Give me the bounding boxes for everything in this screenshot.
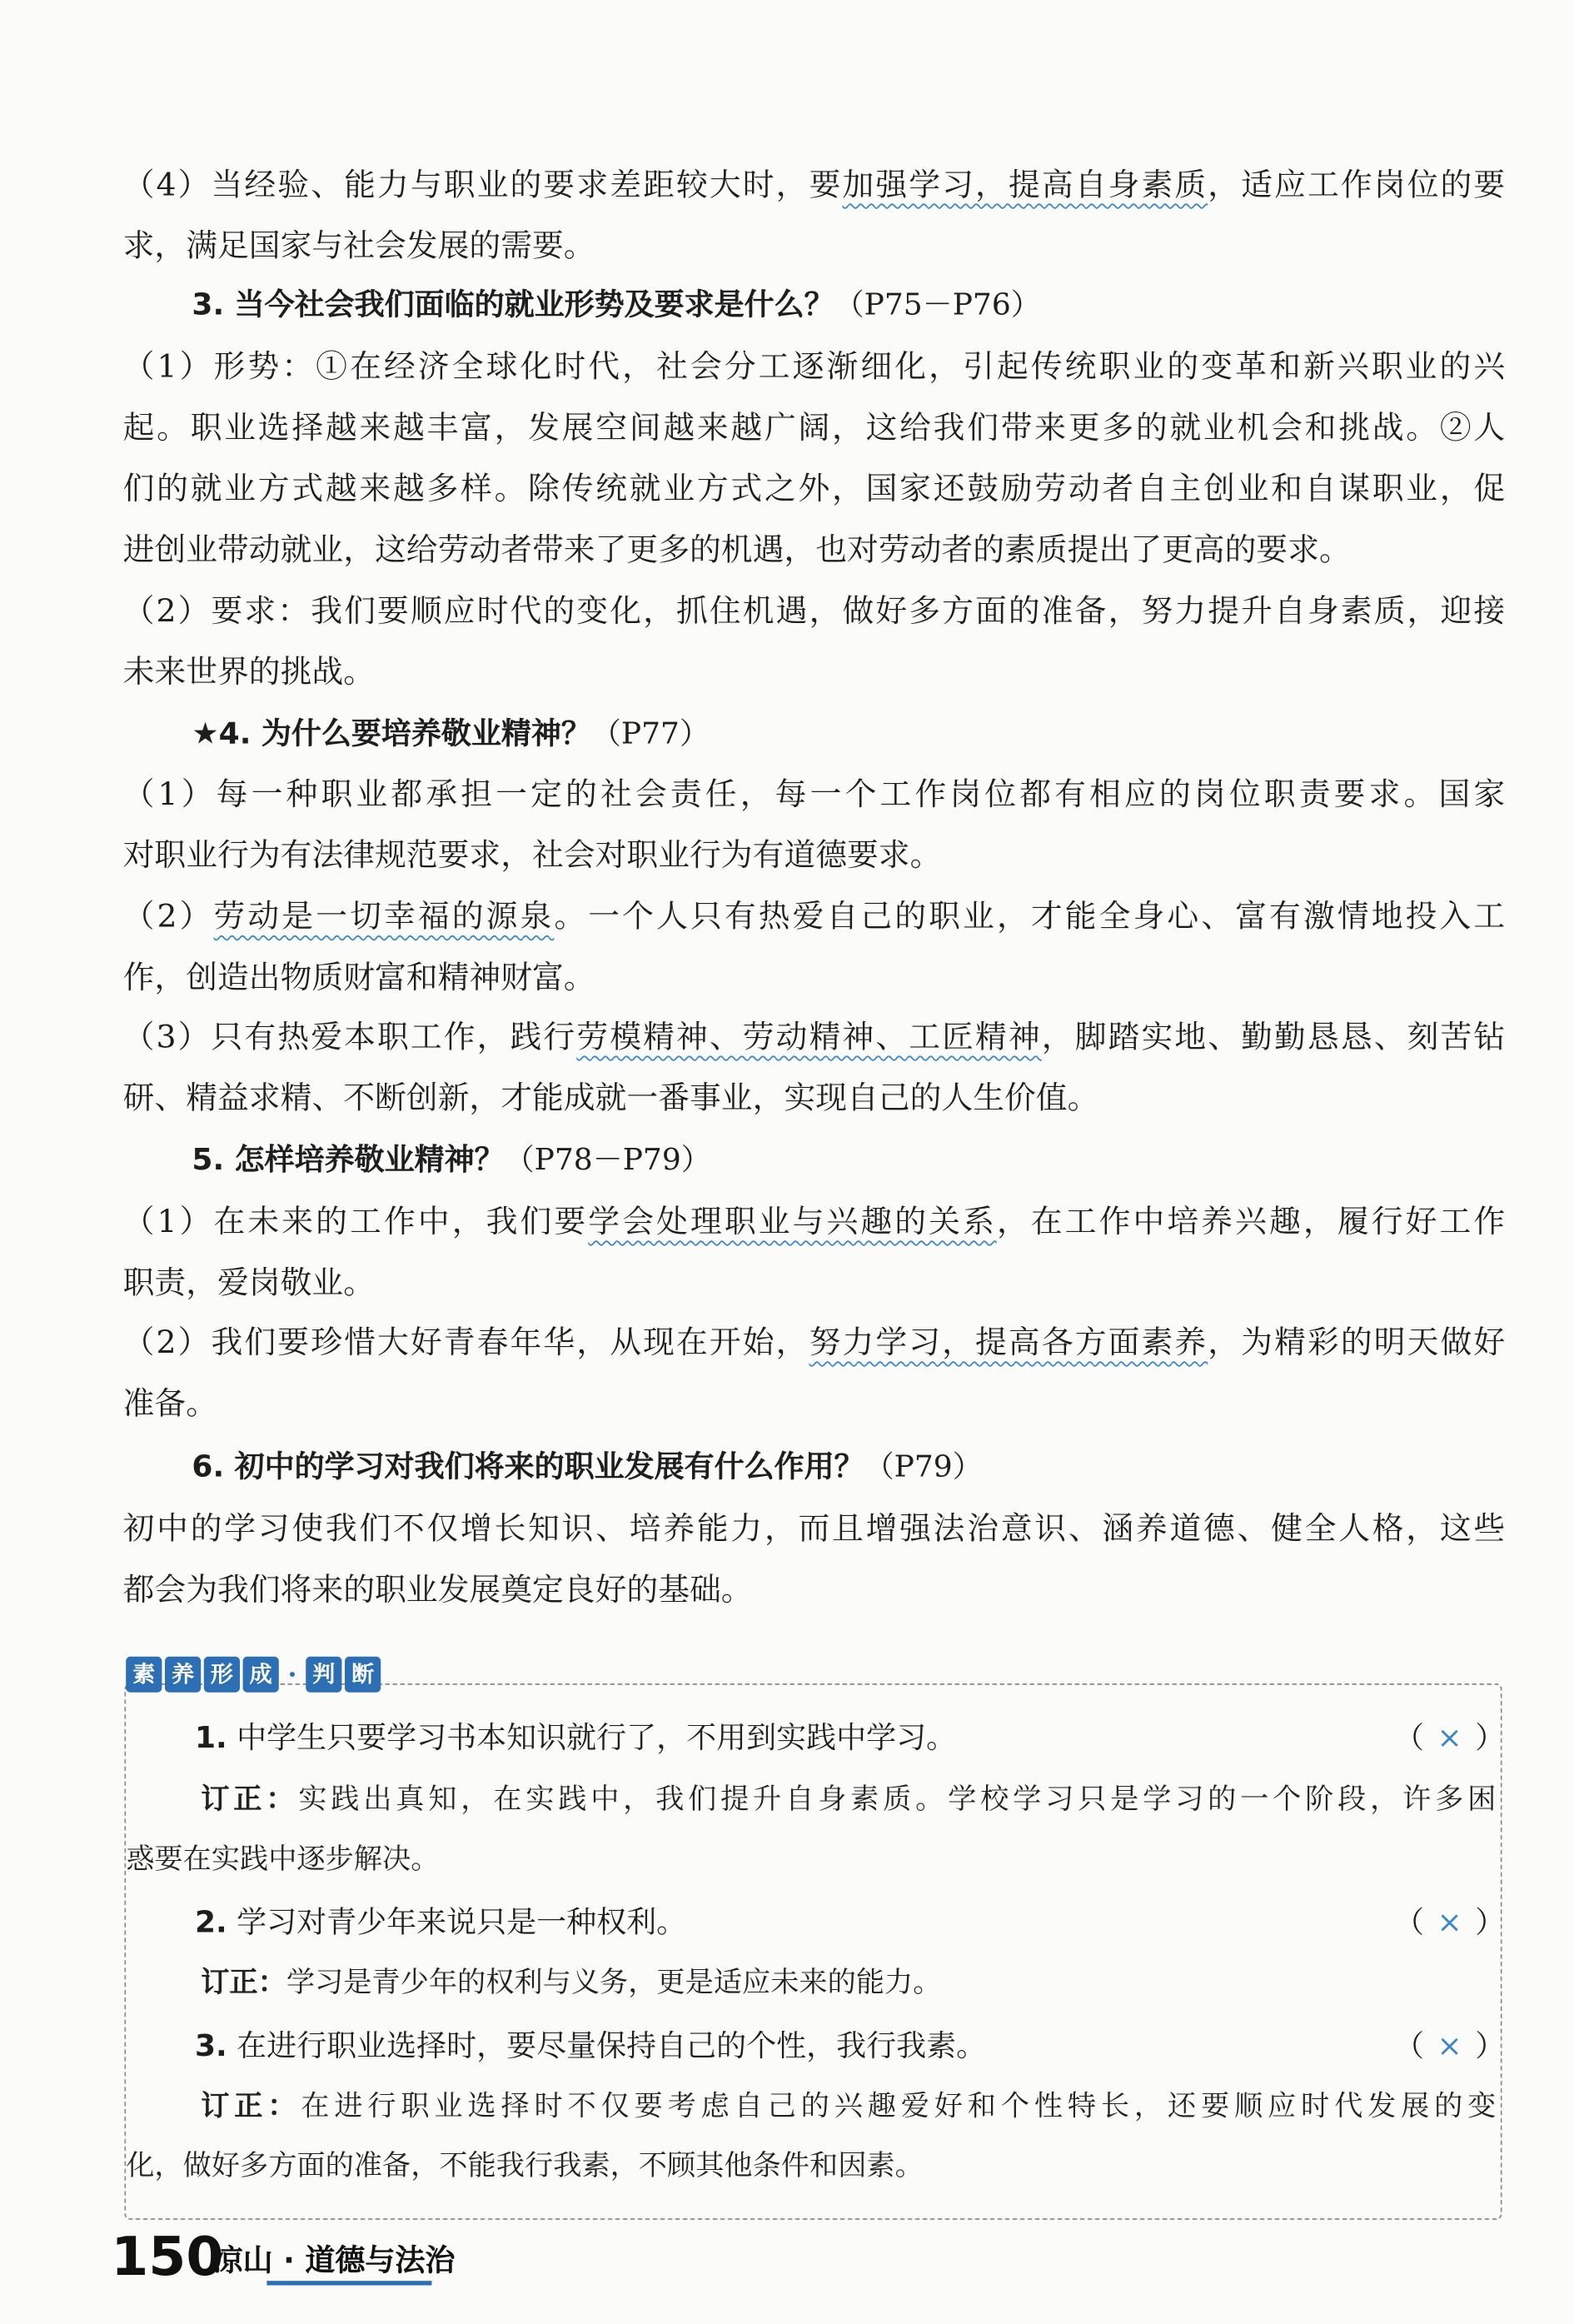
- question-4-title: [192, 711, 710, 756]
- section-tag-char: 断: [345, 1657, 381, 1693]
- footer-book-title: 凉山 · 道德与法治: [212, 2242, 456, 2278]
- cross-mark-icon: ×: [1437, 2027, 1462, 2064]
- judge-text: 学习对青少年来说只是一种权利。: [237, 1903, 687, 1940]
- line: （2）要求：我们要顺应时代的变化，抓住机遇，做好多方面的准备，努力提升自身素质，迎接: [122, 592, 1506, 629]
- line: [126, 2077, 1496, 2137]
- judge-answer-2: [1394, 1899, 1505, 1944]
- judge-answer-3: [1394, 2023, 1505, 2068]
- section-tag-dot: ·: [287, 1658, 297, 1691]
- judge-number: 3.: [195, 2027, 227, 2064]
- page-reference: （P79）: [864, 1448, 983, 1484]
- line: 惑要在实践中逐步解决。: [126, 1843, 440, 1876]
- answer-3-1: [123, 337, 1506, 581]
- correction-text: 实践出真知，在实践中，我们提升自身素质。学校学习只是学习的一个阶段，许多困: [298, 1783, 1497, 1817]
- line: [123, 1313, 1506, 1374]
- judge-answer-1: [1394, 1715, 1505, 1760]
- section-tag-char: 成: [243, 1657, 279, 1693]
- emphasis-segment: 加强学习，提高自身素质: [842, 167, 1208, 203]
- paren-close: ）: [1475, 2027, 1506, 2064]
- emphasis-segment: 努力学习，提高各方面素养: [809, 1324, 1208, 1360]
- text-segment: 。一个人只有热爱自己的职业，才能全身心、富有激情地投入工: [554, 898, 1506, 935]
- correction-label: 订正：: [201, 2090, 301, 2123]
- line: 都会为我们将来的职业发展奠定良好的基础。: [122, 1571, 753, 1608]
- paragraph-4-requirements: [123, 155, 1506, 277]
- judge-text: 在进行职业选择时，要尽量保持自己的个性，我行我素。: [237, 2027, 987, 2064]
- line: 们的就业方式越来越多样。除传统就业方式之外，国家还鼓励劳动者自主创业和自谋职业，促: [122, 471, 1506, 507]
- judge-statement-2: [195, 1899, 686, 1944]
- answer-4-3: [123, 1007, 1506, 1130]
- correction-label: 订正：: [201, 1966, 286, 2000]
- line: （1）形势：①在经济全球化时代，社会分工逐渐细化，引起传统职业的变革和新兴职业的兴: [122, 348, 1506, 385]
- question-5-title: [192, 1137, 710, 1182]
- page-reference: （P75－P76）: [834, 286, 1041, 322]
- line: 对职业行为有法律规范要求，社会对职业行为有道德要求。: [122, 837, 942, 874]
- page-reference: （P78－P79）: [504, 1140, 711, 1177]
- emphasis-segment: 劳动是一切幸福的源泉: [213, 898, 555, 935]
- line: [126, 1953, 1496, 2013]
- paren-close: ）: [1475, 1718, 1506, 1755]
- section-tag: [126, 1653, 381, 1695]
- correction-text: 在进行职业选择时不仅要考虑自己的兴趣爱好和个性特长，还要顺应时代发展的变: [301, 2090, 1497, 2123]
- emphasis-segment: 劳模精神、劳动精神、工匠精神: [576, 1019, 1042, 1055]
- judge-text: 中学生只要学习书本知识就行了，不用到实践中学习。: [237, 1718, 957, 1755]
- line: （1）每一种职业都承担一定的社会责任，每一个工作岗位都有相应的岗位职责要求。国家: [122, 775, 1506, 812]
- line: 作，创造出物质财富和精神财富。: [122, 959, 595, 995]
- judge-number: 1.: [195, 1718, 227, 1755]
- correction-text: 学习是青少年的权利与义务，更是适应未来的能力。: [286, 1966, 942, 2000]
- line: 未来世界的挑战。: [122, 654, 376, 691]
- judge-number: 2.: [195, 1903, 227, 1940]
- line: 化，做好多方面的准备，不能我行我素，不顾其他条件和因素。: [126, 2149, 924, 2183]
- answer-3-2: [123, 581, 1506, 704]
- judge-statement-3: [195, 2023, 986, 2068]
- correction-3: [126, 2077, 1496, 2196]
- line: 职责，爱岗敬业。: [122, 1264, 376, 1301]
- text-segment: （2）我们要珍惜大好青春年华，从现在开始，: [122, 1324, 809, 1360]
- line: [126, 1770, 1496, 1830]
- correction-2: [126, 1953, 1496, 2013]
- text-segment: ，适应工作岗位的要: [1208, 167, 1506, 203]
- page-reference: （P77）: [590, 715, 710, 751]
- question-text: 5. 怎样培养敬业精神？: [192, 1140, 505, 1177]
- paren-close: ）: [1475, 1903, 1506, 1940]
- emphasis-segment: 学会处理职业与兴趣的关系: [588, 1204, 997, 1240]
- line: 进创业带动就业，这给劳动者带来了更多的机遇，也对劳动者的素质提出了更高的要求。: [122, 531, 1351, 568]
- text-segment: （4）当经验、能力与职业的要求差距较大时，要: [122, 167, 843, 203]
- line: [123, 1007, 1506, 1068]
- text-segment: ，脚踏实地、勤勤恳恳、刻苦钻: [1041, 1019, 1506, 1055]
- text-segment: ，在工作中培养兴趣，履行好工作: [996, 1204, 1506, 1240]
- answer-4-2: [123, 886, 1506, 1009]
- answer-5-2: [123, 1313, 1506, 1435]
- text-segment: （2）: [122, 898, 214, 935]
- paren-open: （: [1394, 2027, 1424, 2064]
- line: 初中的学习使我们不仅增长知识、培养能力，而且增强法治意识、涵养道德、健全人格，这些: [122, 1510, 1506, 1547]
- question-6-title: [192, 1444, 982, 1489]
- line: [123, 155, 1506, 216]
- section-tag-char: 形: [204, 1657, 240, 1693]
- answer-6: [123, 1499, 1506, 1621]
- judge-statement-1: [195, 1715, 956, 1760]
- line: 求，满足国家与社会发展的需要。: [122, 227, 595, 264]
- line: 准备。: [122, 1385, 217, 1422]
- section-tag-char: 判: [306, 1657, 341, 1693]
- cross-mark-icon: ×: [1437, 1903, 1462, 1940]
- text-segment: （1）在未来的工作中，我们要: [122, 1204, 589, 1240]
- paren-open: （: [1394, 1718, 1424, 1755]
- line: 研、精益求精、不断创新，才能成就一番事业，实现自己的人生价值。: [122, 1080, 1099, 1116]
- question-3-title: [192, 282, 1040, 327]
- section-tag-char: 素: [126, 1657, 162, 1693]
- question-text: 6. 初中的学习对我们将来的职业发展有什么作用？: [192, 1448, 864, 1484]
- text-segment: （3）只有热爱本职工作，践行: [122, 1019, 577, 1055]
- answer-5-1: [123, 1192, 1506, 1314]
- section-tag-char: 养: [165, 1657, 201, 1693]
- correction-label: 订正：: [201, 1783, 299, 1817]
- page-number: 150: [111, 2227, 224, 2289]
- footer-underline: [266, 2281, 431, 2285]
- text-segment: ，为精彩的明天做好: [1208, 1324, 1506, 1360]
- cross-mark-icon: ×: [1437, 1718, 1462, 1755]
- line: 起。职业选择越来越丰富，发展空间越来越广阔，这给我们带来更多的就业机会和挑战。②人: [122, 409, 1506, 446]
- question-text: ★4. 为什么要培养敬业精神？: [192, 715, 591, 751]
- line: [123, 886, 1506, 947]
- answer-4-1: [123, 765, 1506, 887]
- correction-1: [126, 1770, 1496, 1889]
- line: [123, 1192, 1506, 1253]
- question-text: 3. 当今社会我们面临的就业形势及要求是什么？: [192, 286, 834, 322]
- paren-open: （: [1394, 1903, 1424, 1940]
